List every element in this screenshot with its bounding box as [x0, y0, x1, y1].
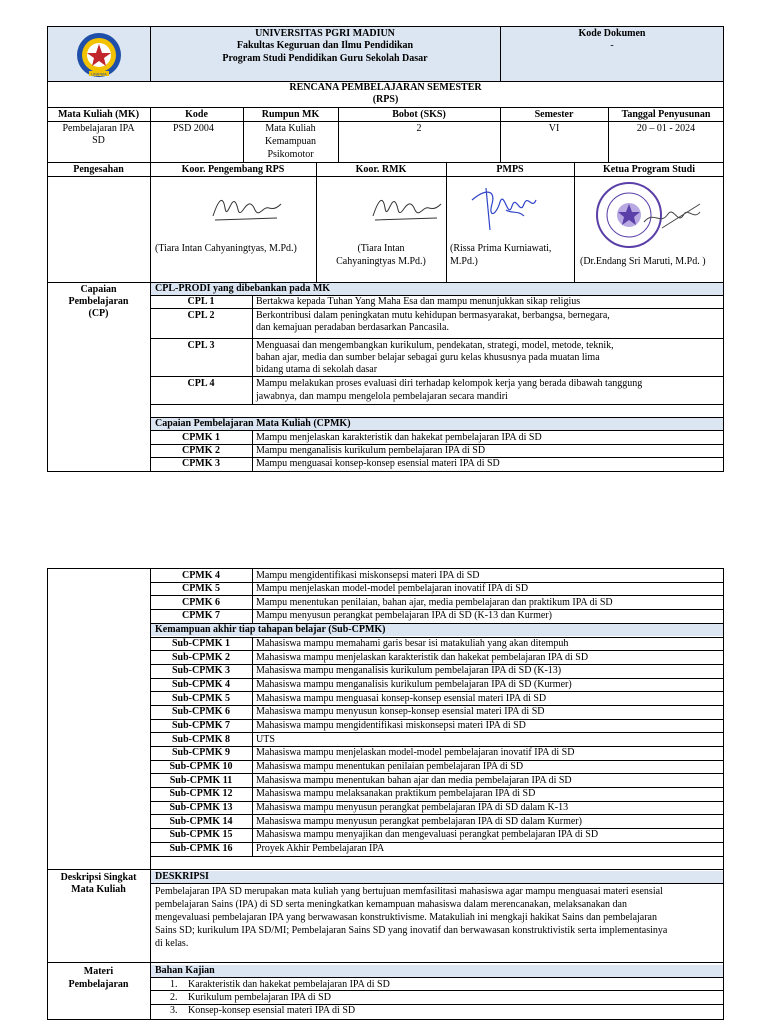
sub-cpmk-code: Sub-CPMK 11: [169, 775, 233, 786]
sub-cpmk-code: Sub-CPMK 12: [169, 788, 233, 799]
cpmk-header: Capaian Pembelajaran Mata Kuliah (CPMK): [155, 418, 351, 429]
sub-cpmk-code: Sub-CPMK 13: [169, 802, 233, 813]
cpmk-text: Mampu menjelaskan karakteristik dan hakekat pembelajaran IPA di SD: [256, 432, 542, 443]
sub-cpmk-text: Mahasiswa mampu menyusun perangkat pembelajaran IPA di SD dalam K-13: [256, 802, 569, 813]
signer-koor-rmk-2: Cahyaningtyas M.Pd.): [336, 256, 426, 267]
sub-cpmk-code: Sub-CPMK 3: [171, 665, 231, 676]
materi-item-text: Kurikulum pembelajaran IPA di SD: [188, 992, 331, 1003]
col-mk: Mata Kuliah (MK): [57, 109, 140, 120]
materi-item-text: Konsep-konsep esensial materi IPA di SD: [188, 1005, 356, 1016]
sub-cpmk-code: Sub-CPMK 15: [169, 829, 233, 840]
cpmk-text: Mampu mengidentifikasi miskonsepsi materi IPA di SD: [256, 570, 480, 581]
rps-title: RENCANA PEMBELAJARAN SEMESTER: [289, 82, 482, 93]
doc-code-label: Kode Dokumen: [578, 28, 646, 39]
cpl-text: Mampu melakukan proses evaluasi diri terhadap kelompok kerja yang berada dibawah tanggung: [256, 378, 643, 389]
sub-cpmk-code: Sub-CPMK 9: [171, 747, 231, 758]
cpmk-code: CPMK 4: [181, 570, 221, 581]
sub-cpmk-code: Sub-CPMK 14: [169, 816, 233, 827]
course-name-2: SD: [92, 135, 105, 146]
doc-code-value: -: [610, 40, 614, 51]
sub-cpmk-text: Mahasiswa mampu menganalisis kurikulum pembelajaran IPA di SD (Kurmer): [256, 679, 572, 690]
svg-text:UNIPMA: UNIPMA: [91, 71, 107, 77]
cpl-text: dan kemajuan peradaban berdasarkan Pancasila.: [256, 322, 449, 333]
cpl-text: Bertakwa kepada Tuhan Yang Maha Esa dan mampu menunjukkan sikap religius: [256, 296, 581, 307]
faculty-name: Fakultas Keguruan dan Ilmu Pendidikan: [236, 40, 414, 51]
sub-cpmk-text: Proyek Akhir Pembelajaran IPA: [256, 843, 385, 854]
sub-cpmk-code: Sub-CPMK 2: [171, 652, 231, 663]
koor-rmk-label: Koor. RMK: [355, 164, 407, 175]
pmps-label: PMPS: [496, 164, 524, 175]
approval-label: Pengesahan: [73, 164, 124, 175]
sub-cpmk-code: Sub-CPMK 5: [171, 693, 231, 704]
signer-kaprodi: (Dr.Endang Sri Maruti, M.Pd. ): [580, 256, 706, 267]
signer-pmps-2: M.Pd.): [450, 256, 478, 267]
cpmk-text: Mampu menentukan penilaian, bahan ajar, media pembelajaran dan praktikum IPA di SD: [256, 597, 613, 608]
course-rumpun-3: Psikomotor: [267, 149, 314, 160]
sub-cpmk-text: Mahasiswa mampu menentukan bahan ajar dan media pembelajaran IPA di SD: [256, 775, 572, 786]
sub-cpmk-code: Sub-CPMK 4: [171, 679, 231, 690]
koor-rps-label: Koor. Pengembang RPS: [181, 164, 285, 175]
col-semester: Semester: [534, 109, 574, 120]
deskripsi-label-1: Deskripsi Singkat: [60, 872, 137, 883]
cpmk-text: Mampu menyusun perangkat pembelajaran IPA di SD (K-13 dan Kurmer): [256, 610, 552, 621]
signature-kaprodi: [640, 196, 710, 236]
signer-pmps-1: (Rissa Prima Kurniawati,: [450, 243, 552, 254]
course-rumpun-2: Kemampuan: [264, 136, 317, 147]
signature-koor-rps: [205, 188, 285, 228]
materi-label-1: Materi: [83, 966, 114, 977]
course-name-1: Pembelajaran IPA: [62, 123, 135, 134]
sub-cpmk-text: Mahasiswa mampu menganalisis kurikulum pembelajaran IPA di SD (K-13): [256, 665, 562, 676]
col-kode: Kode: [185, 109, 208, 120]
sub-cpmk-text: Mahasiswa mampu menyusun konsep-konsep esensial materi IPA di SD: [256, 706, 545, 717]
course-semester: VI: [548, 123, 560, 134]
sub-cpmk-text: Mahasiswa mampu menentukan penilaian pembelajaran IPA di SD: [256, 761, 524, 772]
materi-item-text: Karakteristik dan hakekat pembelajaran IPA di SD: [188, 979, 390, 990]
cpl-header: CPL-PRODI yang dibebankan pada MK: [155, 283, 331, 294]
cpmk-code: CPMK 7: [181, 610, 221, 621]
cpl-text: Menguasai dan mengembangkan kurikulum, pendekatan, strategi, model, metode, teknik,: [256, 340, 614, 351]
cp-label-3: (CP): [88, 308, 109, 319]
deskripsi-text: Pembelajaran IPA SD merupakan mata kuliah yang bertujuan memfasilitasi mahasiswa agar mampu menguasai materi esensial: [155, 886, 663, 897]
university-logo: [73, 31, 125, 79]
materi-item-number: 2.: [170, 992, 178, 1003]
deskripsi-header: DESKRIPSI: [155, 871, 209, 882]
sub-cpmk-text: Mahasiswa mampu menyusun perangkat pembelajaran IPA di SD dalam Kurmer): [256, 816, 582, 827]
cp-label-2: Pembelajaran: [68, 296, 129, 307]
course-code: PSD 2004: [173, 123, 214, 134]
rps-subtitle: (RPS): [372, 94, 399, 105]
cpl-code: CPL 3: [187, 340, 215, 351]
cpmk-code: CPMK 3: [181, 458, 221, 469]
cpl-text: bahan ajar, media dan sumber belajar sebagai guru kelas khususnya pada muatan lima: [256, 352, 600, 363]
sub-cpmk-code: Sub-CPMK 6: [171, 706, 231, 717]
signer-koor-rmk-1: (Tiara Intan: [357, 243, 405, 254]
sub-cpmk-text: Mahasiswa mampu menguasai konsep-konsep esensial materi IPA di SD: [256, 693, 547, 704]
course-date: 20 – 01 - 2024: [636, 123, 696, 134]
col-rumpun: Rumpun MK: [261, 109, 320, 120]
cpl-text: bidang utama di sekolah dasar: [256, 364, 378, 375]
cp-label-1: Capaian: [80, 284, 117, 295]
sub-cpmk-text: Mahasiswa mampu melaksanakan praktikum pembelajaran IPA di SD: [256, 788, 536, 799]
course-bobot: 2: [416, 123, 422, 134]
col-tanggal: Tanggal Penyusunan: [621, 109, 711, 120]
materi-item-number: 1.: [170, 979, 178, 990]
cpl-text: Berkontribusi dalam peningkatan mutu kehidupan bermasyarakat, berbangsa, bernegara,: [256, 310, 610, 321]
cpl-code: CPL 2: [187, 310, 215, 321]
sub-cpmk-text: Mahasiswa mampu memahami garis besar isi matakuliah yang akan ditempuh: [256, 638, 569, 649]
cpmk-code: CPMK 2: [181, 445, 221, 456]
signer-koor-rps: (Tiara Intan Cahyaningtyas, M.Pd.): [155, 243, 297, 254]
signature-pmps: [466, 180, 546, 236]
deskripsi-label-2: Mata Kuliah: [71, 884, 126, 895]
materi-label-2: Pembelajaran: [68, 979, 129, 990]
deskripsi-text: pembelajaran Sains (IPA) di SD serta meningkatkan kemampuan mahasiswa dalam merencanakan, melaksanakan dan: [155, 899, 627, 910]
deskripsi-text: mengevaluasi pembelajaran IPA yang berwawasan konstruktivisme. Matakuliah ini mengkaji hakikat Sains dan pembelajaran: [155, 912, 657, 923]
sub-cpmk-text: Mahasiswa mampu menjelaskan karakteristik dan hakekat pembelajaran IPA di SD: [256, 652, 589, 663]
sub-cpmk-text: Mahasiswa mampu menyajikan dan mengevaluasi perangkat pembelajaran IPA di SD: [256, 829, 599, 840]
kaprodi-label: Ketua Program Studi: [602, 164, 696, 175]
sub-cpmk-code: Sub-CPMK 16: [169, 843, 233, 854]
sub-cpmk-code: Sub-CPMK 8: [171, 734, 231, 745]
cpl-code: CPL 1: [187, 296, 215, 307]
sub-cpmk-code: Sub-CPMK 10: [169, 761, 233, 772]
sub-cpmk-text: Mahasiswa mampu mengidentifikasi miskonsepsi materi IPA di SD: [256, 720, 526, 731]
sub-cpmk-code: Sub-CPMK 7: [171, 720, 231, 731]
program-name: Program Studi Pendidikan Guru Sekolah Dasar: [222, 53, 428, 64]
cpmk-text: Mampu menjelaskan model-model pembelajaran inovatif IPA di SD: [256, 583, 529, 594]
sub-cpmk-text: Mahasiswa mampu menjelaskan model-model pembelajaran inovatif IPA di SD: [256, 747, 575, 758]
deskripsi-text: di kelas.: [155, 938, 189, 949]
materi-header: Bahan Kajian: [155, 965, 215, 976]
sub-cpmk-text: UTS: [256, 734, 275, 745]
deskripsi-header-fill: [151, 871, 723, 883]
cpl-text: jawabnya, dan mampu mengelola pembelajaran secara mandiri: [256, 391, 508, 402]
cpl-code: CPL 4: [187, 378, 215, 389]
materi-item-number: 3.: [170, 1005, 178, 1016]
deskripsi-text: Sains SD; kurikulum IPA SD/MI; Pembelajaran Sains SD yang inovatif dan berwawasan konstruktivistik serta implementasinya: [155, 925, 668, 936]
cpmk-text: Mampu menguasai konsep-konsep esensial materi IPA di SD: [256, 458, 500, 469]
sub-cpmk-code: Sub-CPMK 1: [171, 638, 231, 649]
cpmk-text: Mampu menganalisis kurikulum pembelajaran IPA di SD: [256, 445, 486, 456]
course-rumpun-1: Mata Kuliah: [265, 123, 316, 134]
cpmk-code: CPMK 5: [181, 583, 221, 594]
col-bobot: Bobot (SKS): [392, 109, 446, 120]
signature-koor-rmk: [365, 188, 445, 228]
materi-header-fill: [151, 965, 723, 977]
sub-cpmk-header: Kemampuan akhir tiap tahapan belajar (Sub-CPMK): [155, 624, 386, 635]
cpmk-code: CPMK 1: [181, 432, 221, 443]
cpmk-code: CPMK 6: [181, 597, 221, 608]
university-name: UNIVERSITAS PGRI MADIUN: [255, 28, 395, 39]
